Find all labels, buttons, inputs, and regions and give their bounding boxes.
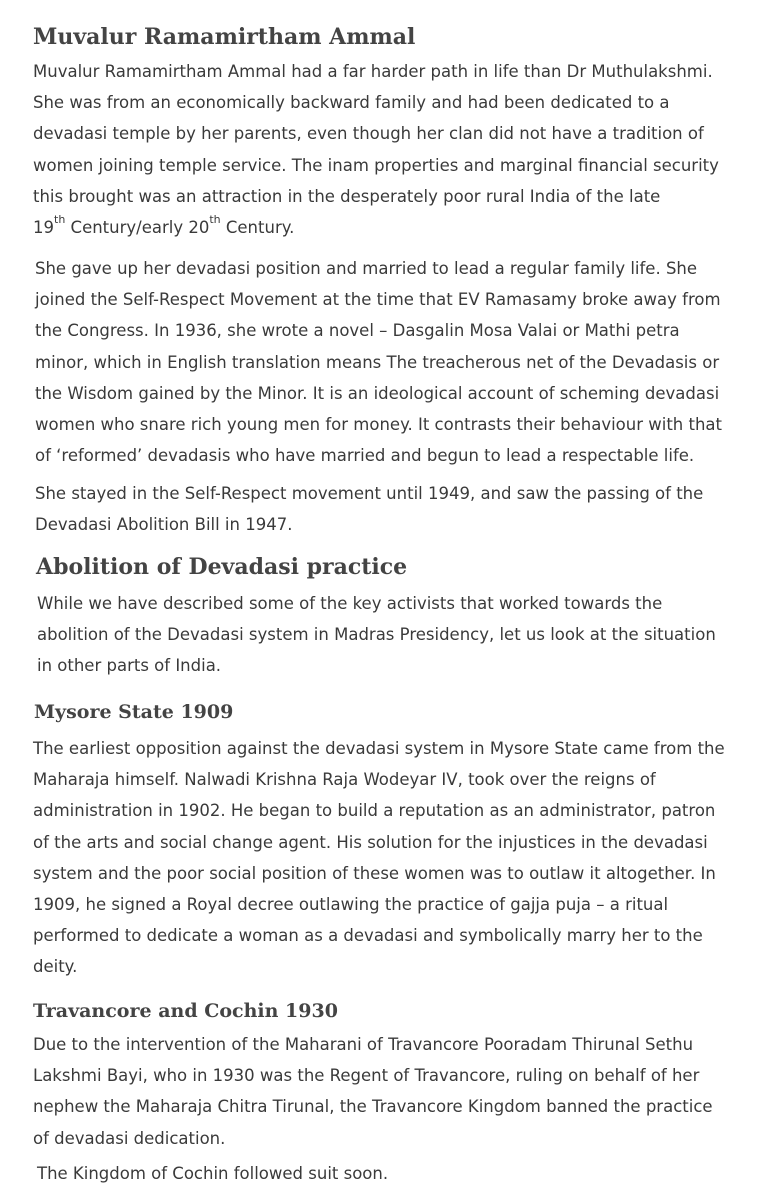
text-line: minor, which in English translation means The treacherous net of the Devadasis or xyxy=(35,352,720,372)
text-line: She gave up her devadasi position and married to lead a regular family life. She xyxy=(35,259,698,278)
superscript-th: th xyxy=(209,213,221,227)
mysore-paragraph-1 xyxy=(33,733,725,983)
text-line: The Kingdom of Cochin followed suit soon. xyxy=(37,1164,389,1183)
text-line: the Wisdom gained by the Minor. It is an ideological account of scheming devadasi xyxy=(35,383,720,403)
text-line: Muvalur Ramamirtham Ammal had a far harder path in life than Dr Muthulakshmi. xyxy=(33,62,713,81)
text-line: women joining temple service. The inam properties and marginal financial security xyxy=(33,155,719,175)
text-line: While we have described some of the key activists that worked towards the xyxy=(37,594,663,613)
text-line: performed to dedicate a woman as a devadasi and symbolically marry her to the xyxy=(33,926,703,946)
travancore-paragraph-2 xyxy=(37,1158,388,1189)
section-heading-muvalur: Muvalur Ramamirtham Ammal xyxy=(33,24,416,50)
text-line: Maharaja himself. Nalwadi Krishna Raja Wodeyar IV, took over the reigns of xyxy=(33,770,656,790)
text-line: deity. xyxy=(33,957,78,977)
muvalur-paragraph-2 xyxy=(35,253,722,471)
text-line: She stayed in the Self-Respect movement until 1949, and saw the passing of the xyxy=(35,484,704,503)
text-line: of the arts and social change agent. His solution for the injustices in the devadasi xyxy=(33,832,708,852)
text-line: administration in 1902. He began to build a reputation as an administrator, patron xyxy=(33,801,716,821)
text-line: Lakshmi Bayi, who in 1930 was the Regent of Travancore, ruling on behalf of her xyxy=(33,1066,700,1086)
text-line: She was from an economically backward family and had been dedicated to a xyxy=(33,93,670,113)
century-text: Century/early 20 xyxy=(65,218,210,238)
text-line: joined the Self-Respect Movement at the time that EV Ramasamy broke away from xyxy=(35,290,721,310)
text-line: 1909, he signed a Royal decree outlawing the practice of gajja puja – a ritual xyxy=(33,895,669,915)
muvalur-paragraph-3 xyxy=(35,478,703,540)
text-line: of devadasi dedication. xyxy=(33,1128,226,1148)
text-line: this brought was an attraction in the desperately poor rural India of the late xyxy=(33,186,661,206)
century-19: 19 xyxy=(33,218,54,238)
text-line xyxy=(33,212,719,243)
text-line: the Congress. In 1936, she wrote a novel – Dasgalin Mosa Valai or Mathi petra xyxy=(35,321,680,341)
section-heading-abolition: Abolition of Devadasi practice xyxy=(36,554,408,580)
superscript-th: th xyxy=(54,213,66,227)
text-line: abolition of the Devadasi system in Madras Presidency, let us look at the situation xyxy=(37,625,716,645)
text-line: devadasi temple by her parents, even though her clan did not have a tradition of xyxy=(33,124,704,144)
text-line: Due to the intervention of the Maharani of Travancore Pooradam Thirunal Sethu xyxy=(33,1035,694,1054)
text-line: Devadasi Abolition Bill in 1947. xyxy=(35,515,293,535)
abolition-paragraph-1 xyxy=(37,588,716,682)
text-line: in other parts of India. xyxy=(37,656,222,676)
section-heading-travancore: Travancore and Cochin 1930 xyxy=(33,1000,338,1022)
muvalur-paragraph-1 xyxy=(33,56,719,243)
century-end: Century. xyxy=(220,218,295,238)
section-heading-mysore: Mysore State 1909 xyxy=(34,701,234,723)
text-line: system and the poor social position of these women was to outlaw it altogether. In xyxy=(33,863,716,883)
text-line: nephew the Maharaja Chitra Tirunal, the Travancore Kingdom banned the practice xyxy=(33,1097,713,1117)
text-line: The earliest opposition against the devadasi system in Mysore State came from the xyxy=(33,739,725,758)
text-line: of ‘reformed’ devadasis who have married and begun to lead a respectable life. xyxy=(35,446,695,466)
travancore-paragraph-1 xyxy=(33,1029,713,1154)
text-line: women who snare rich young men for money. It contrasts their behaviour with that xyxy=(35,415,723,435)
